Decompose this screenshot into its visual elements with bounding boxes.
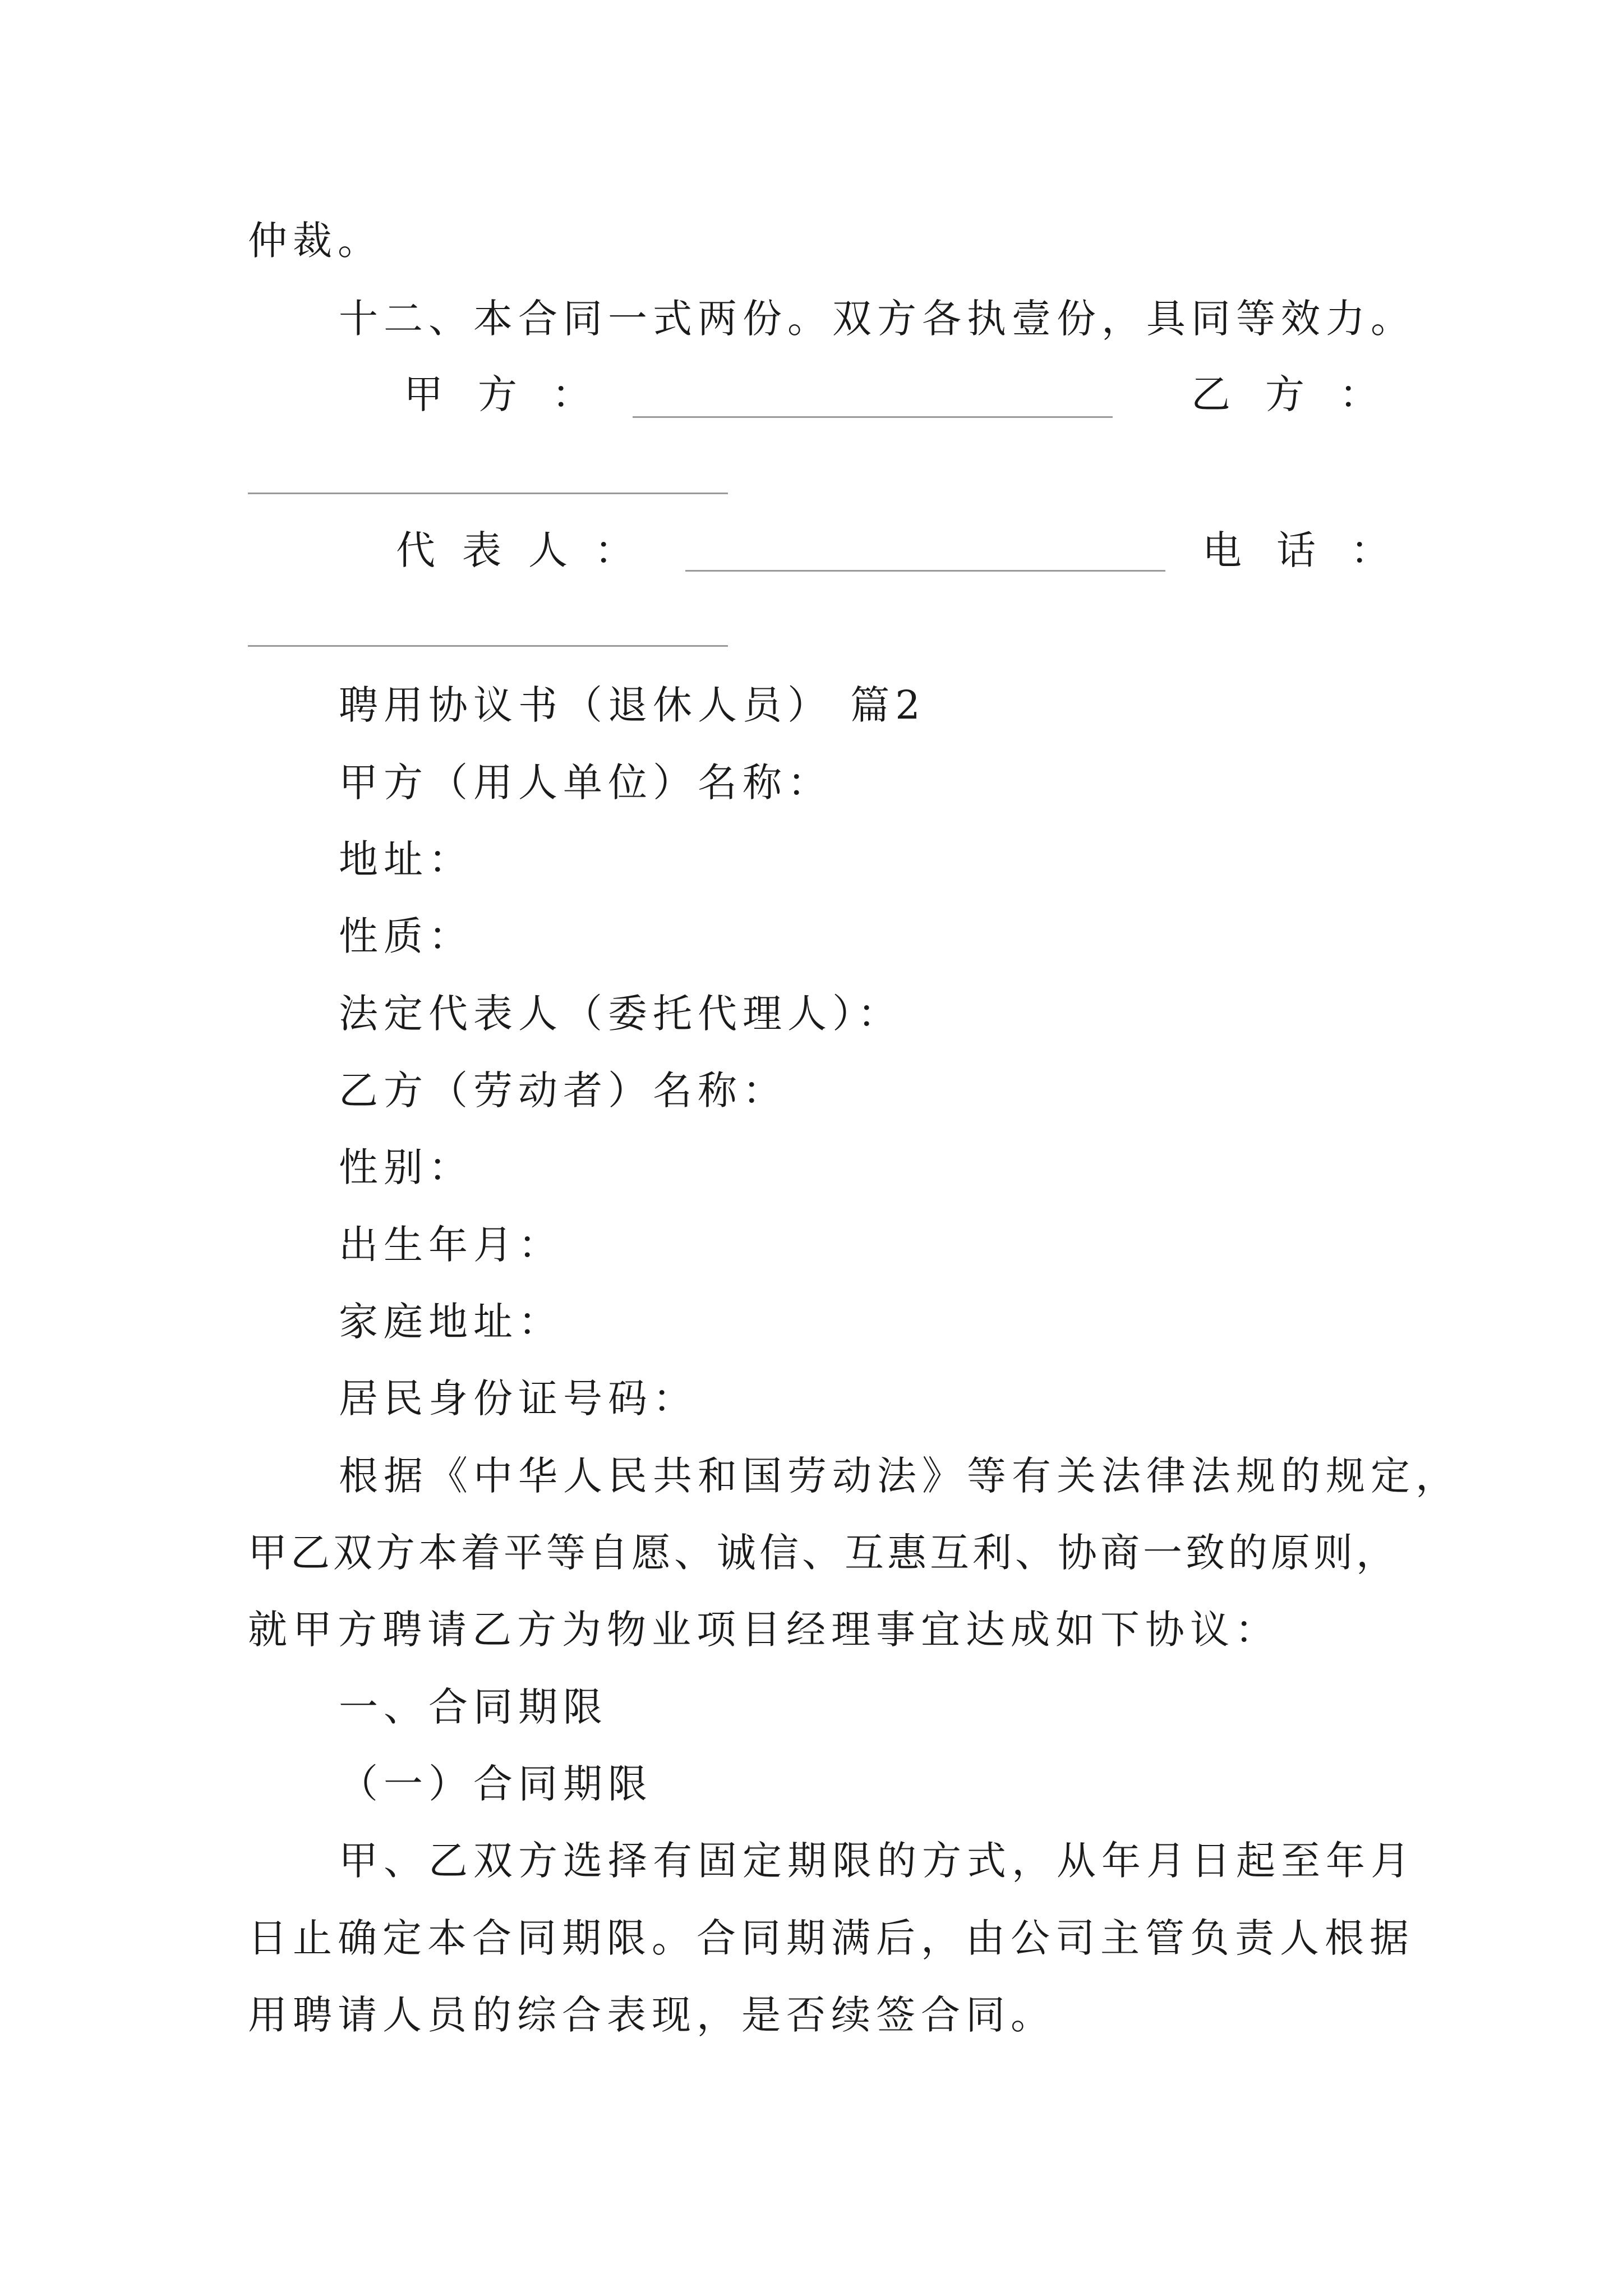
heading-contract-term: 一、合同期限 [339, 1684, 608, 1730]
party-b-label: 乙方： [1191, 371, 1413, 417]
field-legal-representative: 法定代表人（委托代理人）： [339, 991, 902, 1037]
field-nature: 性质： [339, 913, 473, 959]
paragraph-line: 甲乙双方本着平等自愿、诚信、互惠互利、协商一致的原则， [248, 1530, 1399, 1576]
field-employer-name: 甲方（用人单位）名称： [339, 760, 832, 806]
phone-blank [248, 645, 728, 647]
representative-label: 代表人： [396, 527, 661, 573]
party-a-blank [633, 416, 1113, 418]
paragraph-line: 甲、乙双方选择有固定期限的方式，从年月日起至年月 [339, 1838, 1415, 1884]
section-title: 聘用协议书（退休人员） 篇2 [339, 682, 926, 728]
field-address: 地址： [339, 836, 473, 882]
phone-label: 电话： [1202, 527, 1424, 573]
field-birth-date: 出生年月： [339, 1222, 563, 1268]
field-employee-name: 乙方（劳动者）名称： [339, 1068, 787, 1114]
party-a-label: 甲方： [404, 371, 626, 417]
field-gender: 性别： [339, 1144, 473, 1190]
subheading-contract-term: （一）合同期限 [339, 1761, 653, 1807]
party-b-blank [248, 493, 728, 494]
field-id-number: 居民身份证号码： [339, 1375, 698, 1421]
paragraph-line: 日止确定本合同期限。合同期满后，由公司主管负责人根据 [248, 1915, 1414, 1961]
field-home-address: 家庭地址： [339, 1299, 563, 1345]
paragraph-line: 根据《中华人民共和国劳动法》等有关法律法规的规定， [339, 1453, 1460, 1499]
paragraph-line: 就甲方聘请乙方为物业项目经理事宜达成如下协议： [248, 1607, 1280, 1653]
continuation-text: 仲裁。 [248, 218, 382, 264]
representative-blank [685, 570, 1165, 572]
paragraph-line: 用聘请人员的综合表现，是否续签合同。 [248, 1992, 1055, 2038]
clause-twelve: 十二、本合同一式两份。双方各执壹份，具同等效力。 [339, 296, 1415, 342]
